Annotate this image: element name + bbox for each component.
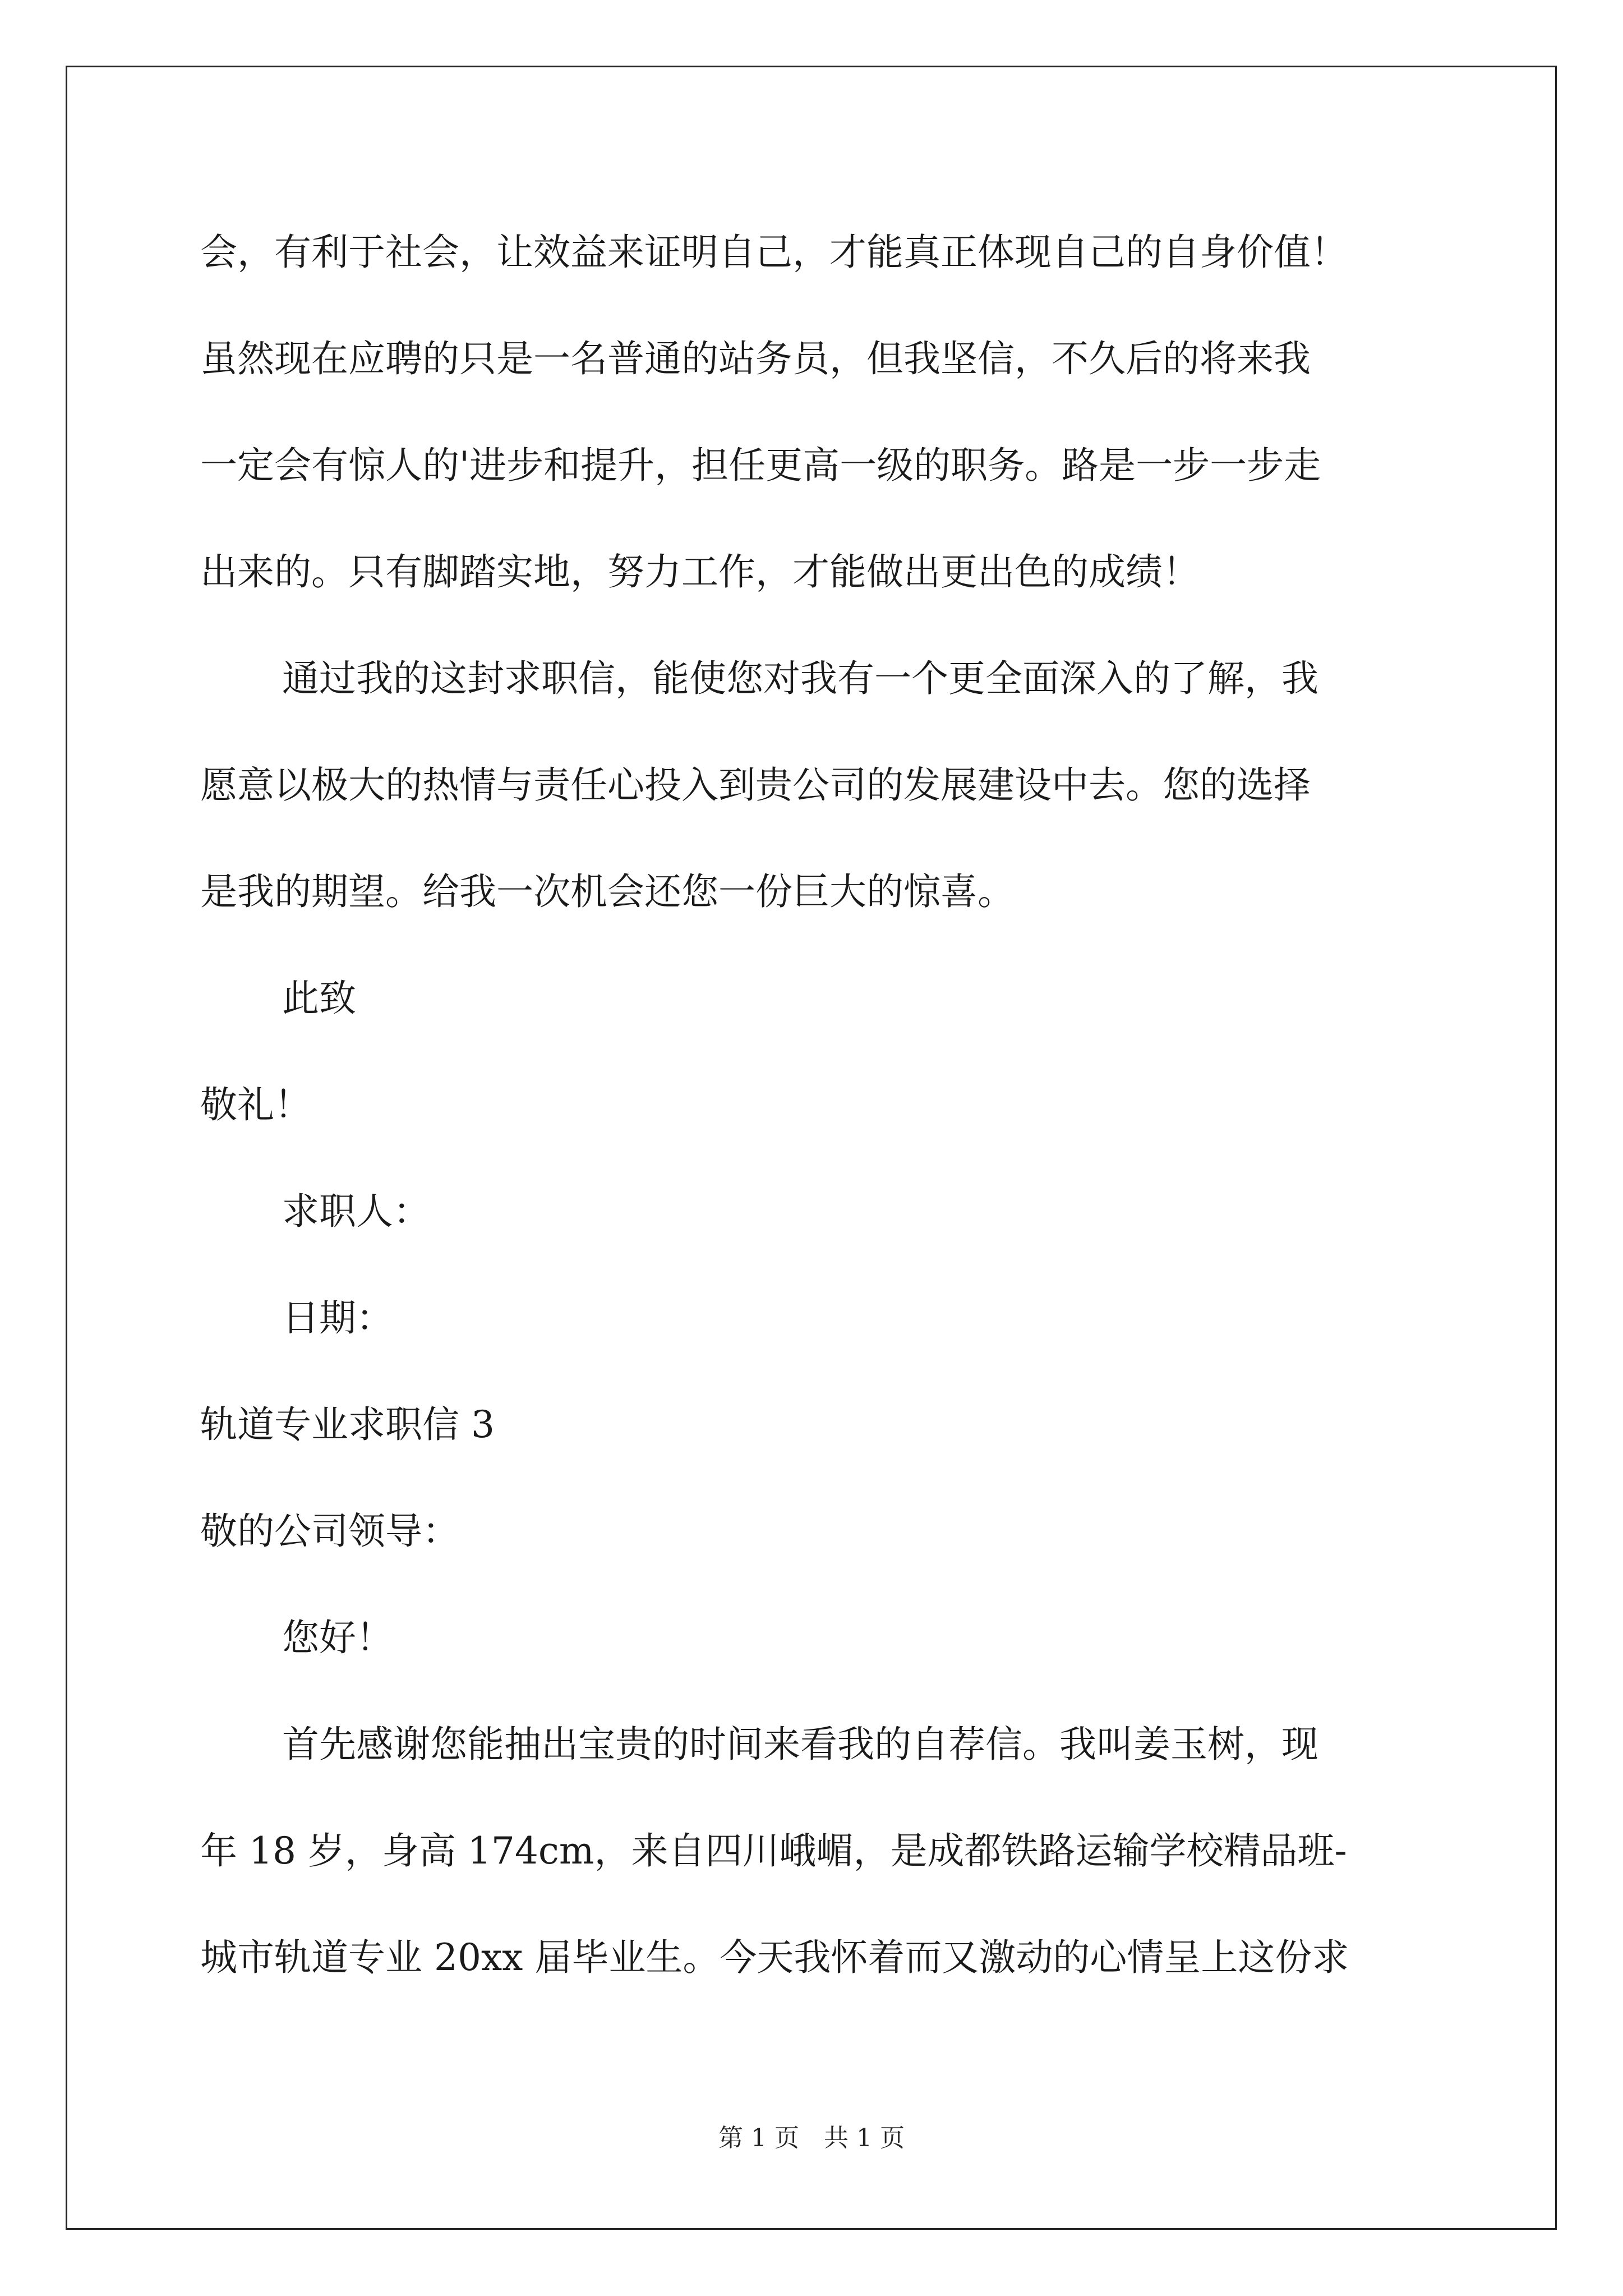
section-title: 轨道专业求职信 3 [200,1403,495,1446]
closing-regards: 敬礼！ [200,1083,311,1126]
closing-salutation: 此致 [282,977,356,1020]
letter-salutation: 敬的公司领导： [200,1510,459,1553]
date-label: 日期： [282,1296,393,1340]
paragraph-line: 通过我的这封求职信，能使您对我有一个更全面深入的了解，我 [282,657,1318,700]
paragraph-line: 一定会有惊人的'进步和提升，担任更高一级的职务。路是一步一步走 [200,444,1321,487]
applicant-label: 求职人： [282,1190,430,1233]
page-border [66,66,1557,2230]
page-footer: 第 1 页 共 1 页 [718,2124,905,2152]
paragraph-line: 虽然现在应聘的只是一名普通的站务员，但我坚信，不久后的将来我 [200,337,1311,380]
paragraph-line: 城市轨道专业 20xx 届毕业生。今天我怀着而又激动的心情呈上这份求 [200,1936,1349,1979]
paragraph-line: 愿意以极大的热情与责任心投入到贵公司的发展建设中去。您的选择 [200,763,1311,807]
greeting: 您好！ [282,1616,393,1659]
paragraph-line: 年 18 岁，身高 174cm，来自四川峨嵋，是成都铁路运输学校精品班- [200,1829,1347,1872]
paragraph-line: 会，有利于社会，让效益来证明自己，才能真正体现自己的自身价值！ [200,231,1348,274]
paragraph-line: 是我的期望。给我一次机会还您一份巨大的惊喜。 [200,870,1015,913]
paragraph-line: 出来的。只有脚踏实地，努力工作，才能做出更出色的成绩！ [200,550,1200,593]
paragraph-line: 首先感谢您能抽出宝贵的时间来看我的自荐信。我叫姜玉树，现 [282,1723,1318,1766]
